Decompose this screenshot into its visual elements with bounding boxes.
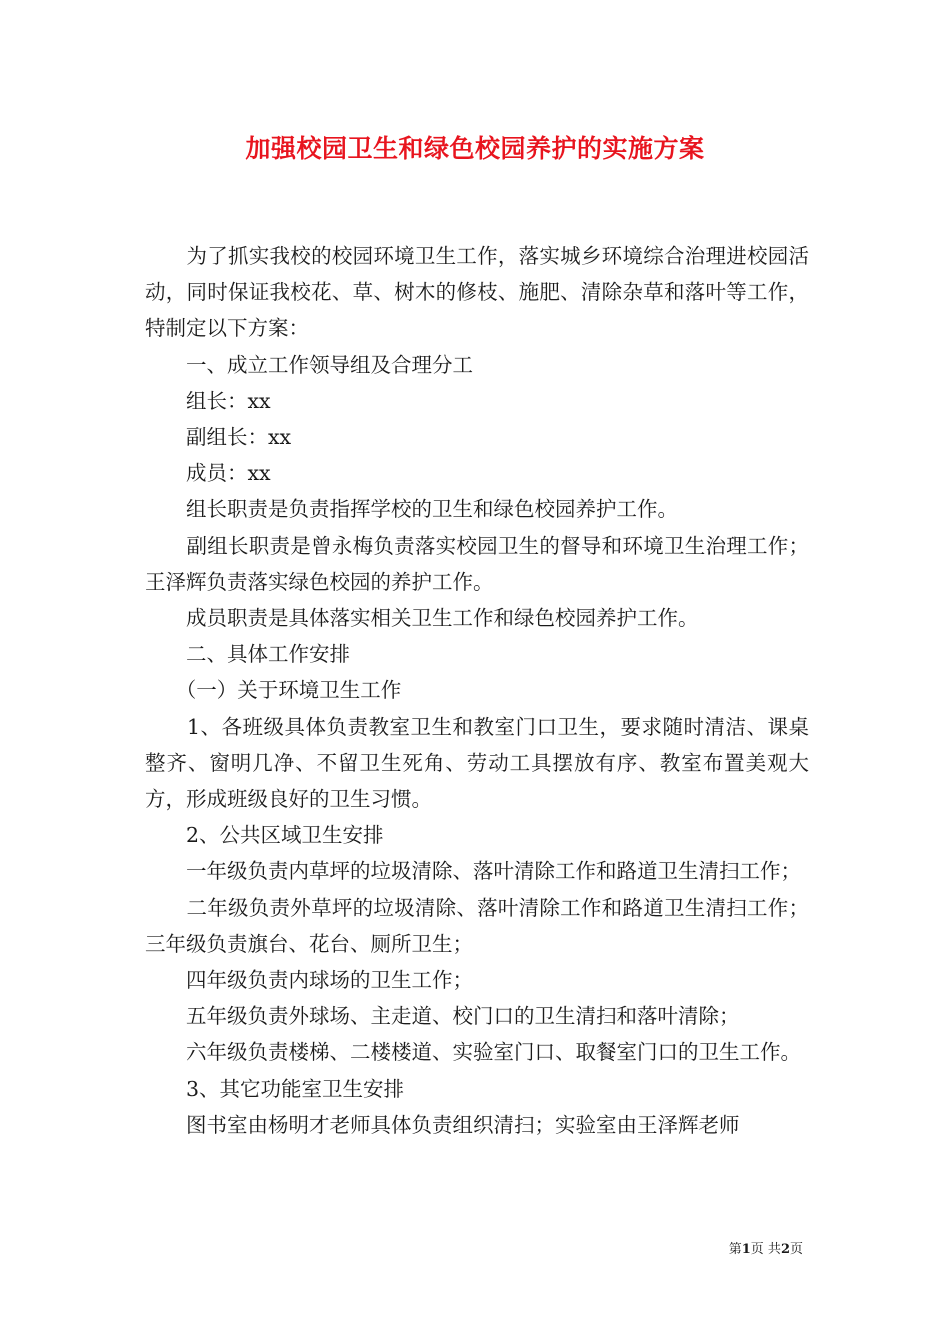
heading-section-2: 二、具体工作安排 [145,642,350,667]
paragraph-grade-2-3: 二年级负责外草坪的垃圾清除、落叶清除工作和路道卫生清扫工作；三年级负责旗台、花台、厕所卫生； [145,895,809,956]
paragraph-deputy-duty: 副组长职责是曾永梅负责落实校园卫生的督导和环境卫生治理工作；王泽辉负责落实绿色校园的养护工作。 [145,533,809,594]
heading-section-1: 一、成立工作领导组及合理分工 [145,352,473,377]
paragraph-grade-1: 一年级负责内草坪的垃圾清除、落叶清除工作和路道卫生清扫工作； [145,859,801,884]
heading-function-rooms: 3、其它功能室卫生安排 [145,1076,405,1101]
document-title: 加强校园卫生和绿色校园养护的实施方案 [245,134,705,163]
heading-subsection-1: （一）关于环境卫生工作 [145,678,402,703]
paragraph-members: 成员：xx [145,461,271,486]
document-body [145,238,809,1143]
paragraph-deputy-leader: 副组长：xx [145,425,292,450]
page-number-footer [729,1238,803,1257]
paragraph-leader: 组长：xx [145,388,271,413]
paragraph-member-duty: 成员职责是具体落实相关卫生工作和绿色校园养护工作。 [145,606,699,631]
footer-total-pages: 2 [780,1242,790,1257]
paragraph-grade-6: 六年级负责楼梯、二楼楼道、实验室门口、取餐室门口的卫生工作。 [145,1040,801,1065]
paragraph-class-hygiene: 1、各班级具体负责教室卫生和教室门口卫生，要求随时清洁、课桌整齐、窗明几净、不留卫生死角、劳动工具摆放有序、教室布置美观大方，形成班级良好的卫生习惯。 [145,714,809,812]
footer-current-page: 1 [741,1242,751,1257]
footer-prefix: 第 [728,1242,742,1257]
paragraph-library-lab: 图书室由杨明才老师具体负责组织清扫；实验室由王泽辉老师 [145,1112,740,1137]
paragraph-grade-4: 四年级负责内球场的卫生工作； [145,968,473,993]
paragraph-intro: 为了抓实我校的校园环境卫生工作，落实城乡环境综合治理进校园活动，同时保证我校花、草、树木的修枝、施肥、清除杂草和落叶等工作，特制定以下方案： [145,244,809,341]
heading-public-area: 2、公共区域卫生安排 [145,823,384,848]
footer-middle: 页 共 [750,1242,781,1257]
paragraph-grade-5: 五年级负责外球场、主走道、校门口的卫生清扫和落叶清除； [145,1004,740,1029]
footer-suffix: 页 [789,1242,803,1257]
paragraph-leader-duty: 组长职责是负责指挥学校的卫生和绿色校园养护工作。 [145,497,678,522]
